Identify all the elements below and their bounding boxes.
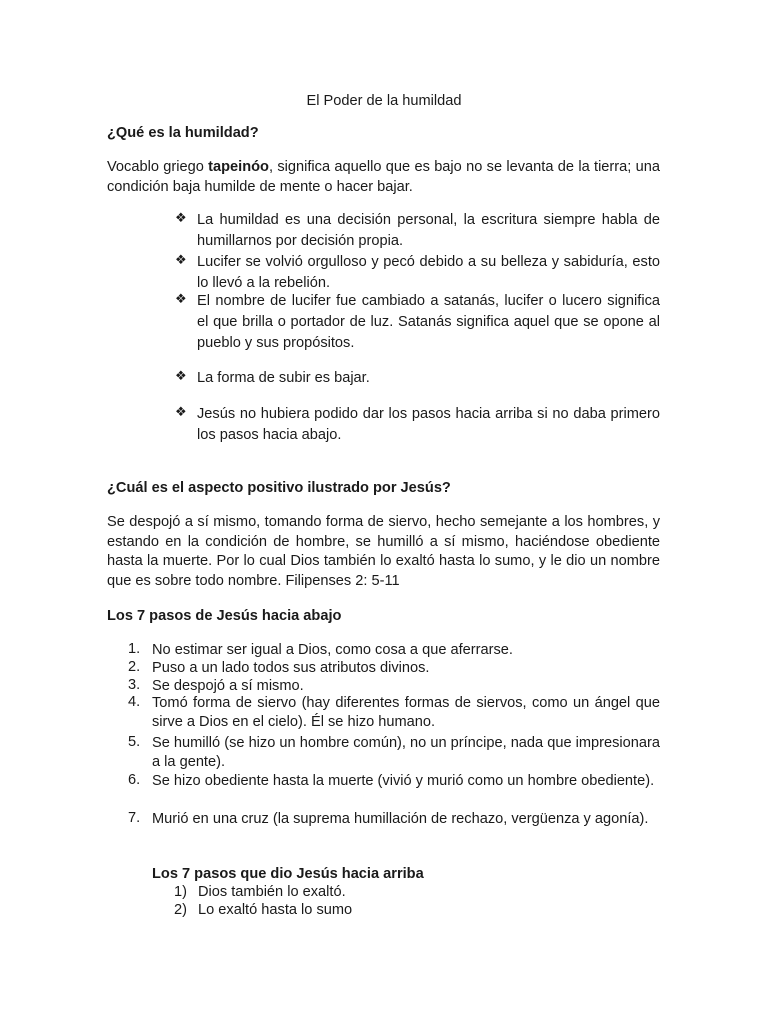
- section-heading-humility: ¿Qué es la humildad?: [107, 125, 259, 141]
- list-item: [128, 772, 660, 791]
- list-number: 5.: [128, 734, 141, 750]
- list-number: 2.: [128, 659, 141, 675]
- document-title: El Poder de la humildad: [306, 93, 462, 109]
- list-item: [174, 902, 352, 918]
- diamond-bullet-icon: ❖: [175, 252, 187, 267]
- list-text: Lo exaltó hasta lo sumo: [198, 902, 353, 918]
- section-heading-positive-aspect: ¿Cuál es el aspecto positivo ilustrado por Jesús?: [107, 480, 451, 496]
- list-number: 3.: [128, 677, 141, 693]
- bullet-item: [175, 291, 660, 354]
- list-number: 6.: [128, 772, 141, 788]
- list-item: [128, 641, 660, 660]
- list-item: [128, 810, 660, 829]
- list-item: [174, 884, 346, 900]
- steps-up-heading: Los 7 pasos que dio Jesús hacia arriba: [152, 866, 424, 882]
- list-number: 7.: [128, 810, 141, 826]
- bullet-text: Jesús no hubiera podido dar los pasos hacia arriba si no daba primero los pasos hacia abajo.: [197, 406, 660, 443]
- list-number: 1.: [128, 641, 141, 657]
- philippians-paragraph: Se despojó a sí mismo, tomando forma de siervo, hecho semejante a los hombres, y estando en la condición de hombre, se humilló a sí mismo, haciéndose obediente hasta la muerte. Por lo cual Dios también lo exaltó hasta lo sumo, y le dio un nombre que es sobre todo nombre. Filipenses 2: 5-11: [107, 514, 660, 589]
- list-text: Se hizo obediente hasta la muerte (vivió y murió como un hombre obediente).: [152, 773, 655, 789]
- list-item: [128, 734, 660, 772]
- list-number: 2): [174, 902, 187, 918]
- list-text: Se despojó a sí mismo.: [152, 678, 304, 694]
- list-text: Tomó forma de siervo (hay diferentes formas de siervos, como un ángel que sirve a Dios en el cielo). Él se hizo humano.: [152, 695, 660, 730]
- intro-paragraph: [107, 157, 660, 197]
- list-item: [128, 694, 660, 732]
- bullet-text: La humildad es una decisión personal, la escritura siempre habla de humillarnos por decisión propia.: [197, 212, 660, 249]
- intro-text-pre: Vocablo griego: [107, 159, 209, 175]
- bullet-item: [175, 368, 660, 389]
- bullet-text: La forma de subir es bajar.: [197, 370, 370, 386]
- diamond-bullet-icon: ❖: [175, 368, 187, 383]
- list-text: No estimar ser igual a Dios, como cosa a que aferrarse.: [152, 642, 513, 658]
- diamond-bullet-icon: ❖: [175, 404, 187, 419]
- list-number: 4.: [128, 694, 141, 710]
- list-text: Se humilló (se hizo un hombre común), no un príncipe, nada que impresionara a la gente).: [152, 735, 660, 770]
- bullet-item: [175, 210, 660, 252]
- bullet-text: El nombre de lucifer fue cambiado a satanás, lucifer o lucero significa el que brilla o portador de luz. Satanás significa aquel que se opone al pueblo y sus propósitos.: [197, 293, 660, 351]
- bullet-text: Lucifer se volvió orgulloso y pecó debido a su belleza y sabiduría, esto lo llevó a la rebelión.: [197, 254, 660, 291]
- list-item: [128, 659, 660, 678]
- diamond-bullet-icon: ❖: [175, 291, 187, 306]
- bullet-item: [175, 404, 660, 446]
- intro-term: tapeinóo: [208, 159, 269, 175]
- list-text: Murió en una cruz (la suprema humillación de rechazo, vergüenza y agonía).: [152, 811, 649, 827]
- diamond-bullet-icon: ❖: [175, 210, 187, 225]
- list-number: 1): [174, 884, 187, 900]
- bullet-item: [175, 252, 660, 294]
- list-text: Dios también lo exaltó.: [198, 884, 346, 900]
- intro-text-post: , significa aquello que es bajo no se levanta de la tierra; una condición baja humilde de mente o hacer bajar.: [107, 159, 660, 195]
- list-text: Puso a un lado todos sus atributos divinos.: [152, 660, 430, 676]
- steps-down-heading: Los 7 pasos de Jesús hacia abajo: [107, 608, 342, 624]
